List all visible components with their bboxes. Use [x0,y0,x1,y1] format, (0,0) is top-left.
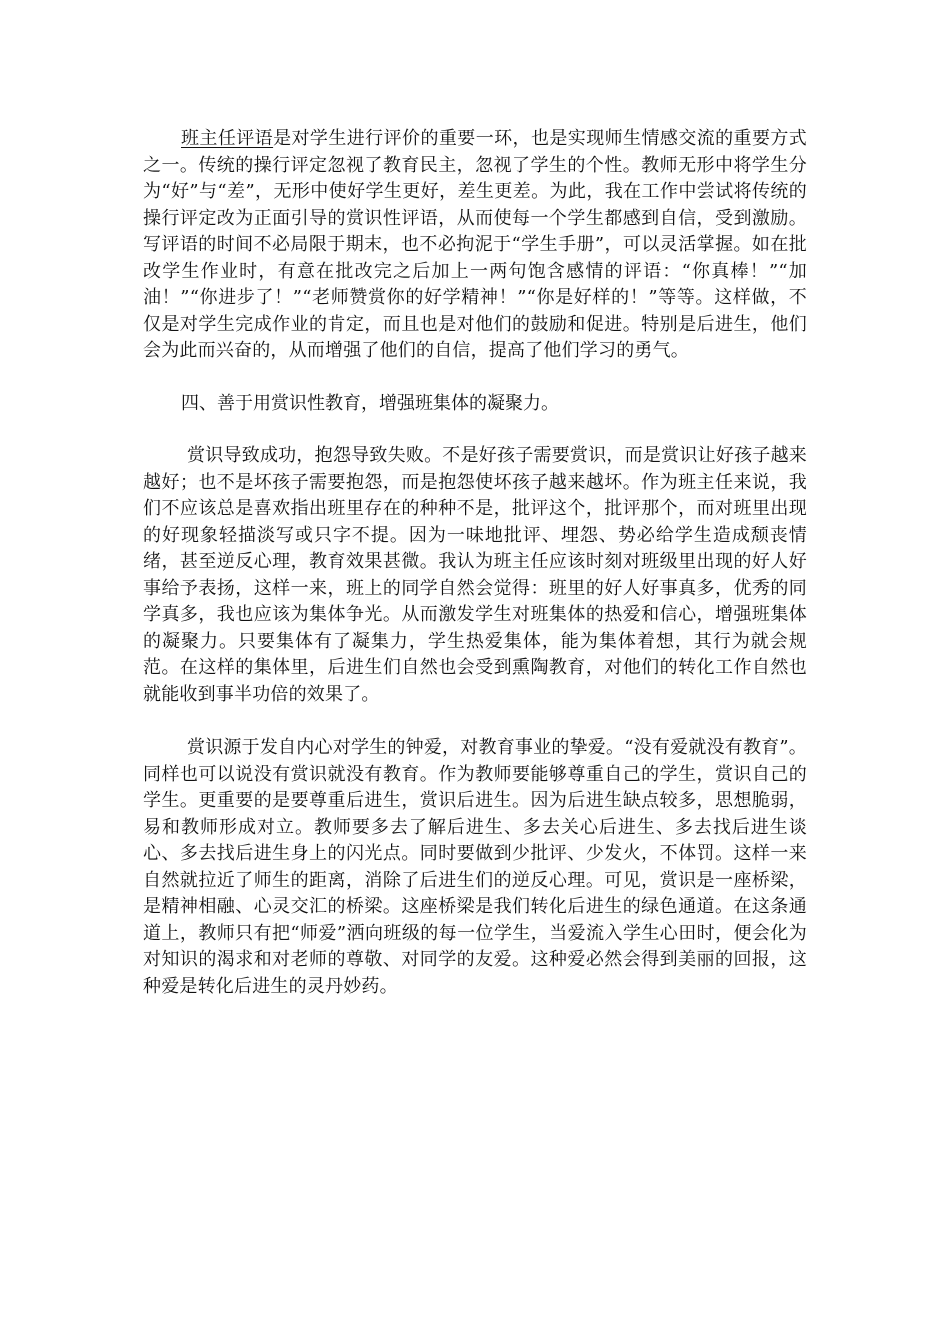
document-body [143,126,807,1000]
paragraph-3: 赏识源于发自内心对学生的钟爱，对教育事业的挚爱。“没有爱就没有教育”。同样也可以说没有赏识就没有教育。作为教师要能够尊重自己的学生，赏识自己的学生。更重要的是要尊重后进生，赏识后进生。因为后进生缺点较多，思想脆弱，易和教师形成对立。教师要多去了解后进生、多去关心后进生、多去找后进生谈心、多去找后进生身上的闪光点。同时要做到少批评、少发火，不体罚。这样一来自然就拉近了师生的距离，消除了后进生们的逆反心理。可见，赏识是一座桥梁，是精神相融、心灵交汇的桥梁。这座桥梁是我们转化后进生的绿色通道。在这条通道上，教师只有把“师爱”洒向班级的每一位学生，当爱流入学生心田时，便会化为对知识的渴求和对老师的尊敬、对同学的友爱。这种爱必然会得到美丽的回报，这种爱是转化后进生的灵丹妙药。 [143,737,807,997]
section-heading: 四、善于用赏识性教育，增强班集体的凝聚力。 [181,392,559,414]
paragraph-1-text: 是对学生进行评价的重要一环，也是实现师生情感交流的重要方式之一。传统的操行评定忽视了教育民主，忽视了学生的个性。教师无形中将学生分为“好”与“差”，无形中使好学生更好，差生更差。为此，我在工作中尝试将传统的操行评定改为正面引导的赏识性评语，从而使每一个学生都感到自信，受到激励。写评语的时间不必局限于期末，也不必拘泥于“学生手册”，可以灵活掌握。如在批改学生作业时，有意在批改完之后加上一两句饱含感情的评语：“你真棒！”“加油！”“你进步了！”“老师赞赏你的好学精神！”“你是好样的！”等等。这样做，不仅是对学生完成作业的肯定，而且也是对他们的鼓励和促进。特别是后进生，他们会为此而兴奋的，从而增强了他们的自信，提高了他们学习的勇气。 [143,128,808,361]
paragraph-1 [143,126,807,365]
linked-term-class-teacher-comments[interactable]: 班主任评语 [181,128,274,149]
paragraph-2: 赏识导致成功，抱怨导致失败。不是好孩子需要赏识，而是赏识让好孩子越来越好；也不是坏孩子需要抱怨，而是抱怨使坏孩子越来越坏。作为班主任来说，我们不应该总是喜欢指出班里存在的种种不是，批评这个，批评那个，而对班里出现的好现象轻描淡写或只字不提。因为一味地批评、埋怨、势必给学生造成颓丧情绪，甚至逆反心理，教育效果甚微。我认为班主任应该时刻对班级里出现的好人好事给予表扬，这样一来，班上的同学自然会觉得：班里的好人好事真多，优秀的同学真多，我也应该为集体争光。从而激发学生对班集体的热爱和信心，增强班集体的凝聚力。只要集体有了凝集力，学生热爱集体，能为集体着想，其行为就会规范。在这样的集体里，后进生们自然也会受到熏陶教育，对他们的转化工作自然也就能收到事半功倍的效果了。 [143,445,807,705]
